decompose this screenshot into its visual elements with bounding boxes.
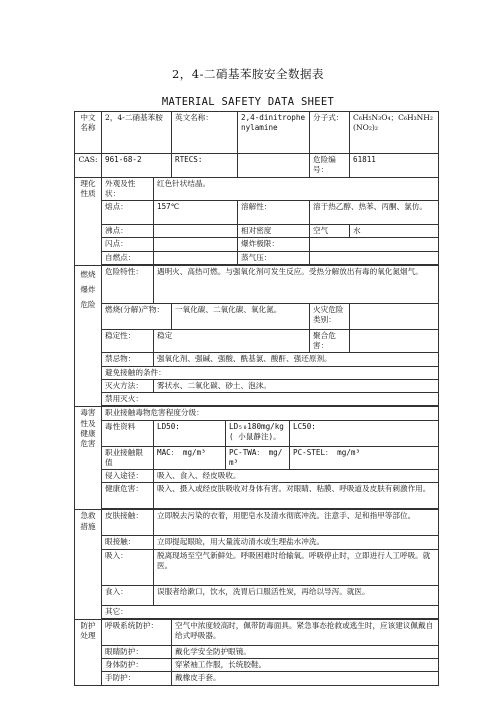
table-row	[75, 225, 439, 238]
table-row	[75, 201, 439, 225]
fire-section-label: 燃烧爆炸危险	[75, 265, 102, 407]
forbidden-extinguish-label: 禁用灭火：	[102, 393, 439, 406]
extinguish-value: 雾状水、二氧化碳、砂土、泡沫。	[154, 379, 439, 392]
stability-label: 稳定性：	[102, 329, 154, 353]
avoid-conditions-label: 避免接触的条件：	[102, 366, 439, 379]
ld50-label: LD50:	[154, 420, 226, 446]
table-row	[75, 483, 439, 509]
en-name-label: 英文名称：	[172, 112, 238, 154]
density-water: 水	[350, 225, 439, 238]
solubility-label: 溶解性：	[238, 201, 310, 225]
eye-protection-label: 眼睛防护：	[102, 645, 172, 658]
hazard-number-value: 61811	[350, 154, 439, 178]
table-row	[75, 645, 439, 658]
ingestion-label: 食入：	[102, 585, 154, 605]
formula-label: 分子式：	[310, 112, 350, 154]
table-row	[75, 393, 439, 406]
stability-value: 稳定	[154, 329, 310, 353]
extinguish-label: 灭火方法：	[102, 379, 154, 392]
table-row	[75, 659, 439, 672]
vapor-pressure-value	[310, 251, 439, 264]
autoignition-label: 自燃点：	[102, 251, 154, 264]
rtecs-value	[238, 154, 310, 178]
melting-point-label: 熔点：	[102, 201, 154, 225]
cn-name-label: 中文名称	[75, 112, 102, 154]
polymerization-value	[350, 329, 439, 353]
health-hazard-label: 健康危害：	[102, 483, 154, 509]
decomposition-value: 一氧化碳、二氧化碳、氧化氮。	[172, 303, 310, 329]
boiling-point-value	[154, 225, 238, 238]
physchem-section-label: 理化性质	[75, 177, 102, 265]
skin-contact-value: 立即脱去污染的衣着，用肥皂水及清水彻底冲洗。注意手、足和指甲等部位。	[154, 510, 439, 536]
solubility-value: 溶于热乙醇、热苯、丙酮、氯仿。	[310, 201, 439, 225]
explosion-limit-value	[310, 238, 439, 251]
rtecs-label: RTECS:	[172, 154, 238, 178]
incompatible-value: 强氧化剂、强碱、强酸、酰基氯、酸酐、强还原剂。	[154, 353, 439, 366]
table-row	[75, 329, 439, 353]
cas-value: 961-68-2	[102, 154, 172, 178]
en-name-value: 2,4-dinitrophenylamine	[238, 112, 310, 154]
fire-class-label: 火灾危险类别：	[310, 303, 350, 329]
appearance-label: 外观及性状：	[102, 177, 154, 201]
toxicity-label: 毒性资料	[102, 420, 154, 446]
table-row	[75, 353, 439, 366]
msds-table	[74, 111, 439, 686]
pc-stel-value: PC-STEL： mg/m³	[290, 446, 439, 470]
table-row	[75, 303, 439, 329]
table-row	[75, 177, 439, 201]
autoignition-value	[154, 251, 238, 264]
appearance-value: 红色针状结晶。	[154, 177, 439, 201]
hazard-number-label: 危险编号：	[310, 154, 350, 178]
table-row	[75, 154, 439, 178]
body-protection-value: 穿紧袖工作服，长统胶鞋。	[172, 659, 439, 672]
table-row	[75, 536, 439, 549]
route-value: 吸入、食入、经皮吸收。	[154, 470, 439, 483]
body-protection-label: 身体防护：	[102, 659, 172, 672]
table-row	[75, 605, 439, 618]
polymerization-label: 聚合危害：	[310, 329, 350, 353]
mac-value: MAC： mg/m³	[154, 446, 226, 470]
fire-class-value	[350, 303, 439, 329]
respiratory-label: 呼吸系统防护：	[102, 619, 172, 645]
ingestion-value: 误服者给漱口，饮水，洗胃后口服活性炭，再给以导泻。就医。	[154, 585, 439, 605]
hand-protection-value: 戴橡皮手套。	[172, 672, 439, 685]
hazard-grade-label: 职业接触毒物危害程度分级：	[102, 407, 439, 420]
other-label: 其它：	[102, 605, 439, 618]
hand-protection-label: 手防护：	[102, 672, 172, 685]
inhalation-value: 脱离现场至空气新鲜处。呼吸困难时给输氧。呼吸停止时，立即进行人工呼吸。就医。	[154, 549, 439, 585]
table-row	[75, 420, 439, 446]
density-air: 空气	[310, 225, 350, 238]
flash-point-value	[154, 238, 238, 251]
eye-protection-value: 戴化学安全防护眼镜。	[172, 645, 439, 658]
table-row	[75, 366, 439, 379]
table-row	[75, 112, 439, 154]
exposure-limit-label: 职业接触限值	[102, 446, 154, 470]
fire-hazard-label: 危险特性：	[102, 265, 154, 303]
incompatible-label: 禁忌物：	[102, 353, 154, 366]
table-row	[75, 672, 439, 685]
table-row	[75, 619, 439, 645]
protection-section-label: 防护处理	[75, 619, 102, 685]
table-row	[75, 379, 439, 392]
inhalation-label: 吸入：	[102, 549, 154, 585]
formula-value: C₆H₅N₃O₄；C₆H₃NH₂(NO₂)₂	[350, 112, 439, 154]
decomposition-label: 燃烧(分解)产物：	[102, 303, 172, 329]
vapor-pressure-label: 蒸气压：	[238, 251, 310, 264]
table-row	[75, 446, 439, 470]
route-label: 侵入途径：	[102, 470, 154, 483]
table-row	[75, 407, 439, 420]
document-subtitle: MATERIAL SAFETY DATA SHEET	[161, 96, 335, 108]
eye-contact-value: 立即提起眼睑，用大量流动清水或生理盐水冲洗。	[154, 536, 439, 549]
flash-point-label: 闪点：	[102, 238, 154, 251]
density-label: 相对密度	[238, 225, 310, 238]
table-row	[75, 238, 439, 251]
health-section-label: 毒害性及健康危害	[75, 407, 102, 510]
table-row	[75, 510, 439, 536]
melting-point-value: 157℃	[154, 201, 238, 225]
cas-label: CAS:	[75, 154, 102, 178]
table-row	[75, 251, 439, 264]
health-hazard-value: 吸入、摄入或经皮肤吸收对身体有害。对眼睛、粘膜、呼吸道及皮肤有刺激作用。	[154, 483, 439, 509]
firstaid-section-label: 急救措施	[75, 510, 102, 620]
fire-hazard-value: 遇明火、高热可燃。与强氧化剂可发生反应。受热分解放出有毒的氧化氮烟气。	[154, 265, 439, 303]
pc-twa-value: PC-TWA： mg/m³	[226, 446, 290, 470]
lc50-label: LC50:	[290, 420, 439, 446]
eye-contact-label: 眼接触：	[102, 536, 154, 549]
table-row	[75, 549, 439, 585]
cn-name-value: 2，4-二硝基苯胺	[102, 112, 172, 154]
table-row	[75, 265, 439, 303]
ld50-value: LD₅₀180mg/kg( 小鼠静注)。	[226, 420, 290, 446]
table-row	[75, 585, 439, 605]
document-title: 2，4-二硝基苯胺安全数据表	[171, 67, 325, 81]
skin-contact-label: 皮肤接触：	[102, 510, 154, 536]
respiratory-value: 空气中浓度较高时，佩带防毒面具。紧急事态抢救或逃生时，应该建议佩戴自给式呼吸器。	[172, 619, 439, 645]
boiling-point-label: 沸点：	[102, 225, 154, 238]
table-row	[75, 470, 439, 483]
explosion-limit-label: 爆炸极限：	[238, 238, 310, 251]
